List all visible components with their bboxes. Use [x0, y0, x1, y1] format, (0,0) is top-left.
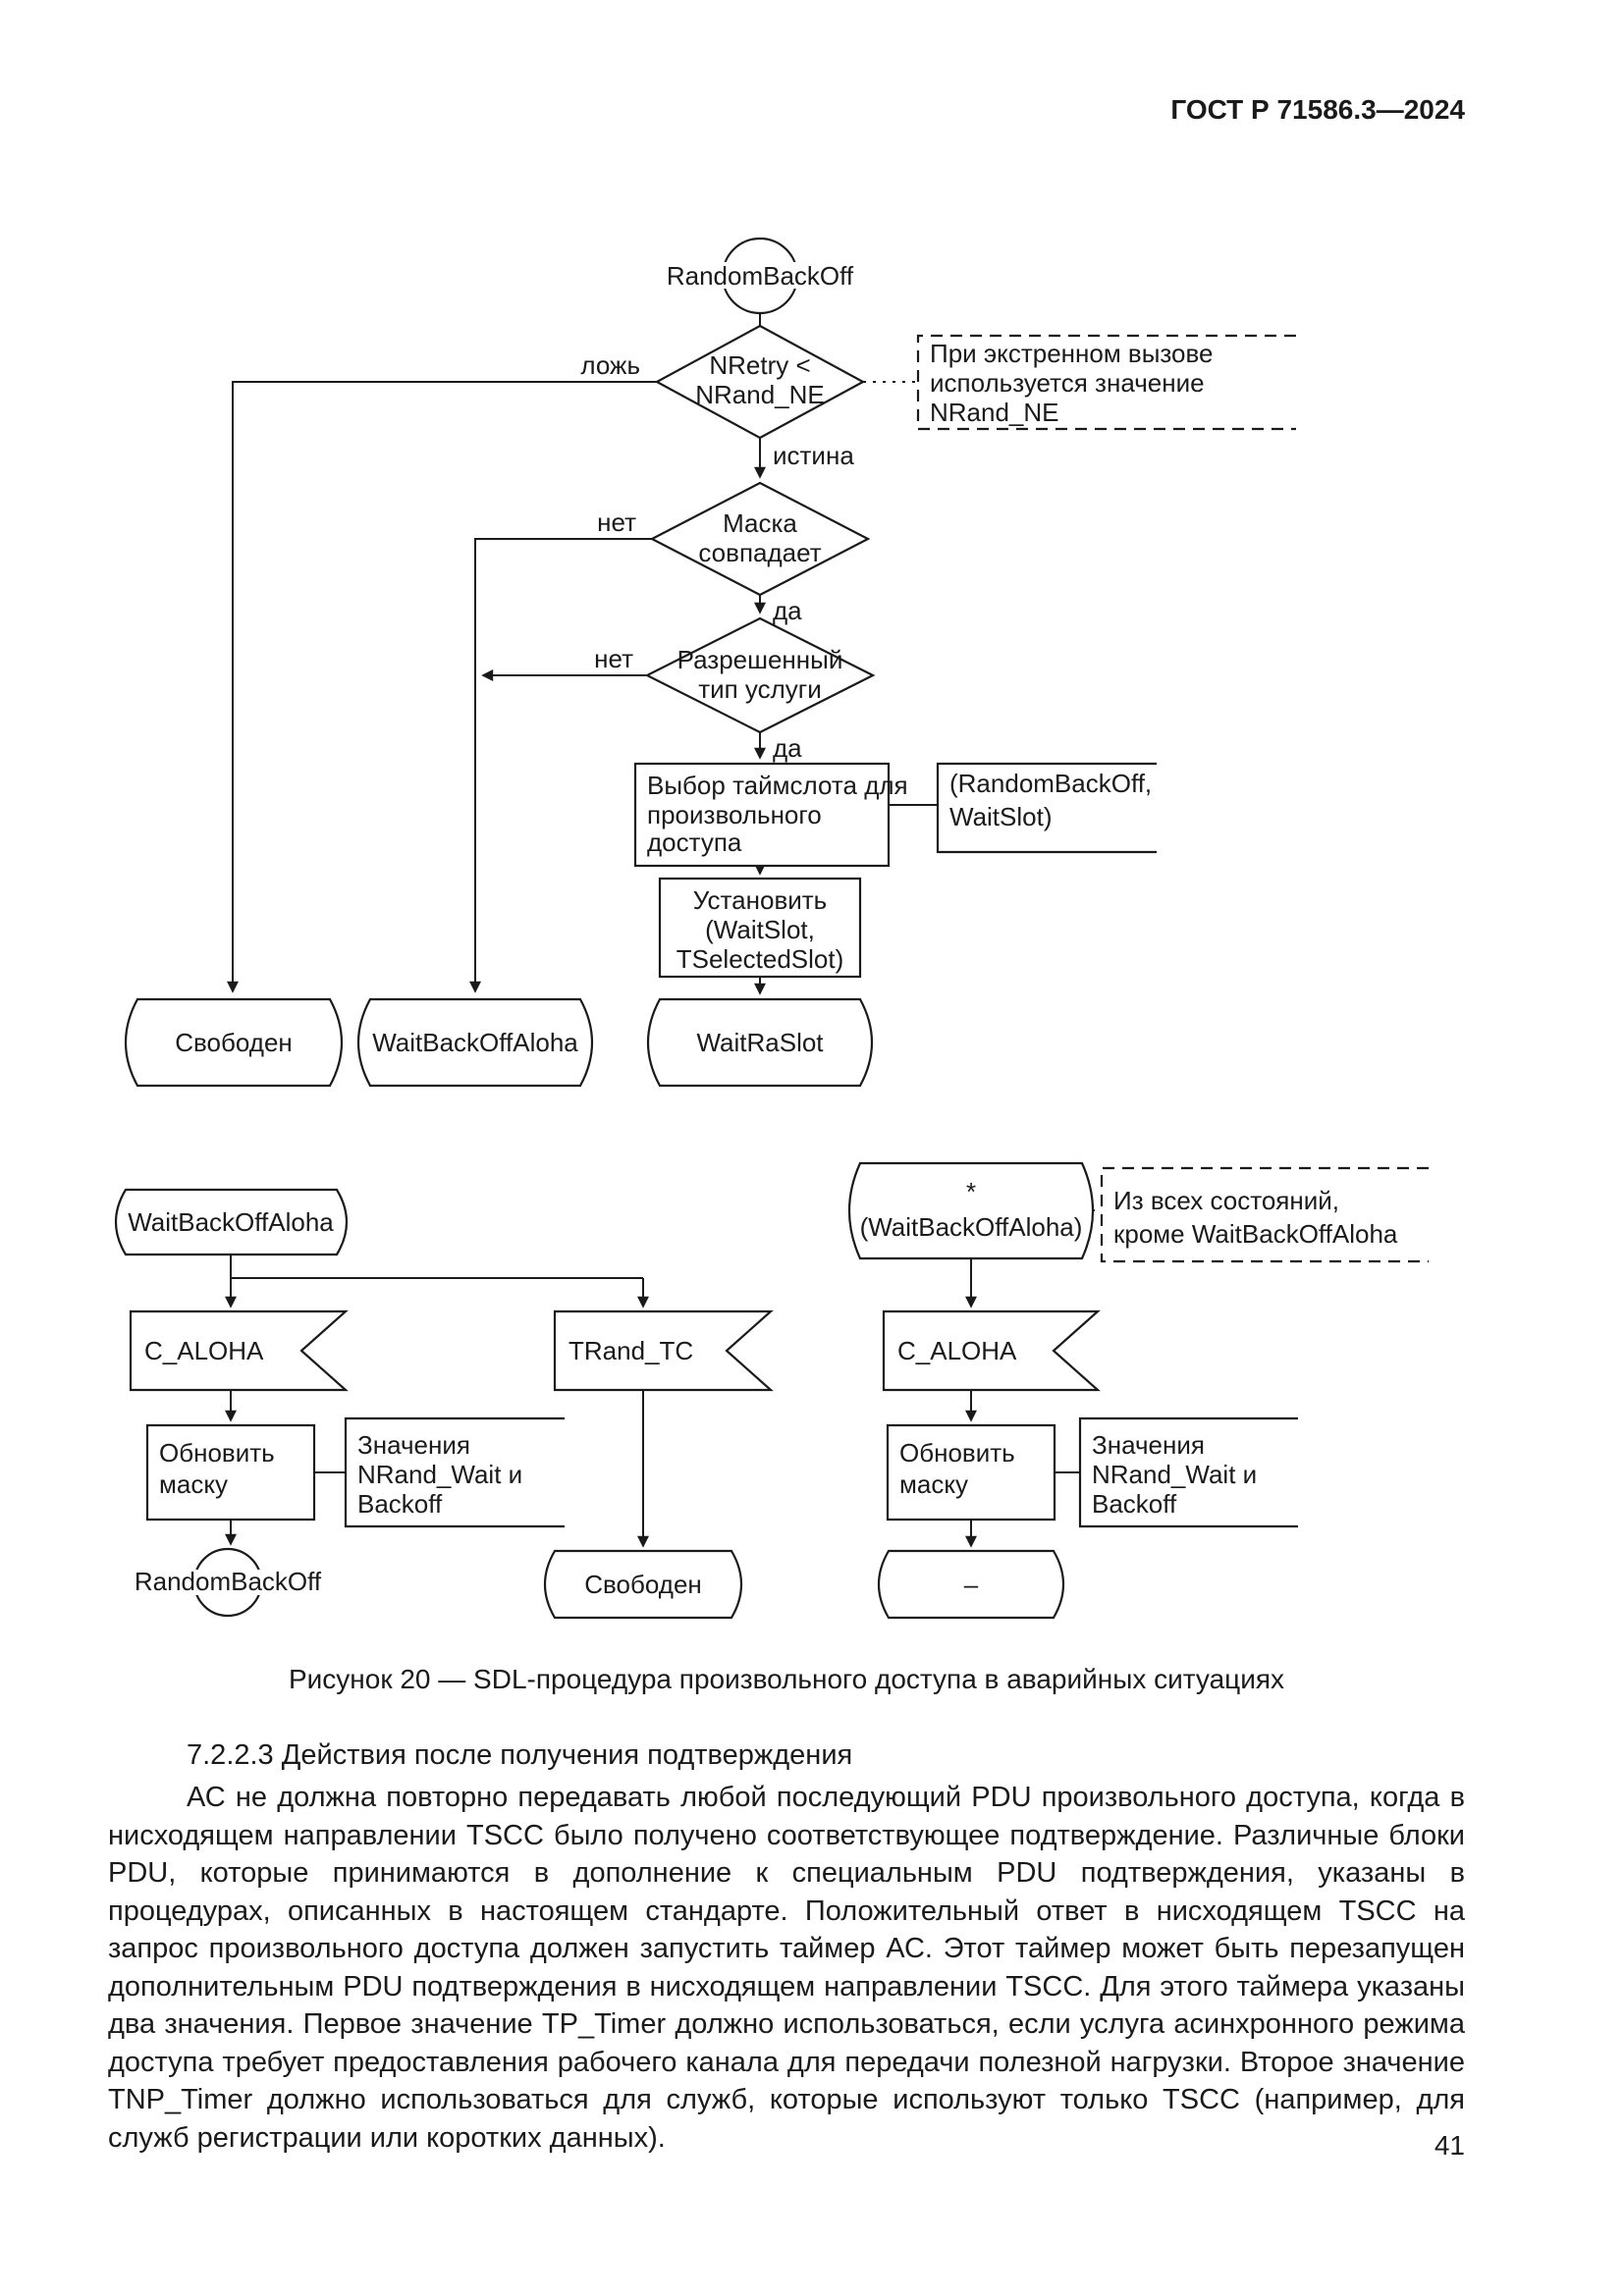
- process-update1-line1: Обновить: [159, 1438, 275, 1468]
- process-update1-line2: маску: [159, 1469, 229, 1499]
- process-set-line1: Установить: [692, 885, 828, 915]
- process-select-line1: Выбор таймслота для: [647, 771, 908, 800]
- input-caloha2-label: C_ALOHA: [897, 1336, 1017, 1365]
- annotation3-line3: Backoff: [1092, 1489, 1177, 1519]
- body-paragraph: АС не должна повторно передавать любой последующий PDU произвольного доступа, когда в нисходящем направлении TSCC было получено соответствующее подтверждение. Различные блоки PDU, которые принимаются в дополнение к специальным PDU подтверждения, указаны в процедурах, описанных в настоящем стандарте. Положительный ответ в нисходящем TSCC на запрос произвольного доступа должен запустить таймер АС. Этот таймер может быть перезапущен дополнительным PDU подтверждения в нисходящем направлении TSCC. Для этого таймера указаны два значения. Первое значение TP_Timer должно использоваться, если услуга асинхронного режима доступа требует предоставления рабочего канала для передачи полезной нагрузки. Второе значение TNP_Timer должно использоваться для служб, которые используют только TSCC (например, для служб регистрации или коротких данных).: [108, 1782, 1465, 2154]
- end-circle-label: RandomBackOff: [134, 1567, 322, 1596]
- input-caloha1-label: C_ALOHA: [144, 1336, 264, 1365]
- annotation2-line1: Значения: [357, 1430, 470, 1460]
- process-select-line2: произвольного: [647, 800, 822, 829]
- figure-caption: Рисунок 20 — SDL-процедура произвольного доступа в аварийных ситуациях: [288, 1664, 1285, 1694]
- decision-service-line2: тип услуги: [698, 674, 822, 704]
- label-yes2: да: [773, 733, 802, 763]
- decision-service-line1: Разрешенный: [677, 645, 843, 674]
- annotation1-line1: (RandomBackOff,: [949, 769, 1153, 798]
- state-waitbackoffaloha2-label: WaitBackOffAloha: [128, 1207, 334, 1237]
- label-no1: нет: [597, 507, 636, 537]
- start-circle-label: RandomBackOff: [666, 261, 854, 291]
- state-any-line2: (WaitBackOffAloha): [859, 1212, 1083, 1242]
- label-false: ложь: [580, 350, 640, 380]
- process-set-line3: TSelectedSlot): [676, 944, 844, 974]
- annotation1-line2: WaitSlot): [949, 802, 1053, 831]
- label-yes1: да: [773, 596, 802, 625]
- document-number: ГОСТ Р 71586.3—2024: [1170, 94, 1465, 125]
- process-select-line3: доступа: [647, 828, 742, 857]
- state-free2-label: Свободен: [584, 1570, 702, 1599]
- input-trand-label: TRand_TC: [568, 1336, 694, 1365]
- flow-no1-branch: [475, 539, 652, 991]
- annotation2-line2: NRand_Wait и: [357, 1460, 523, 1489]
- process-set-line2: (WaitSlot,: [705, 915, 815, 944]
- page-number: 41: [1434, 2130, 1465, 2161]
- comment-ne-line2: используется значение: [930, 368, 1205, 398]
- annotation2-line3: Backoff: [357, 1489, 443, 1519]
- process-update2-line1: Обновить: [899, 1438, 1015, 1468]
- decision-nretry-line2: NRand_NE: [695, 380, 825, 409]
- comment-ne-line3: NRand_NE: [930, 398, 1059, 427]
- state-free1-label: Свободен: [175, 1028, 293, 1057]
- label-true: истина: [773, 441, 854, 470]
- state-waitraslot-label: WaitRaSlot: [696, 1028, 824, 1057]
- annotation3-line1: Значения: [1092, 1430, 1205, 1460]
- flow-false-branch: [233, 382, 657, 991]
- flow-texts: [128, 261, 1398, 1599]
- section-heading: 7.2.2.3 Действия после получения подтверждения: [187, 1739, 853, 1771]
- annotation3-line2: NRand_Wait и: [1092, 1460, 1258, 1489]
- process-update2-line2: маску: [899, 1469, 969, 1499]
- comment-any-line1: Из всех состояний,: [1113, 1186, 1340, 1215]
- state-waitbackoffaloha1-label: WaitBackOffAloha: [372, 1028, 578, 1057]
- decision-mask-line1: Маска: [723, 508, 797, 538]
- comment-any-line2: кроме WaitBackOffAloha: [1113, 1219, 1398, 1249]
- state-any-line1: *: [965, 1177, 977, 1206]
- label-no2: нет: [594, 644, 633, 673]
- state-dash-label: –: [963, 1570, 979, 1599]
- decision-mask-line2: совпадает: [698, 538, 822, 567]
- decision-nretry-line1: NRetry <: [709, 350, 811, 380]
- comment-ne-line1: При экстренном вызове: [930, 339, 1214, 368]
